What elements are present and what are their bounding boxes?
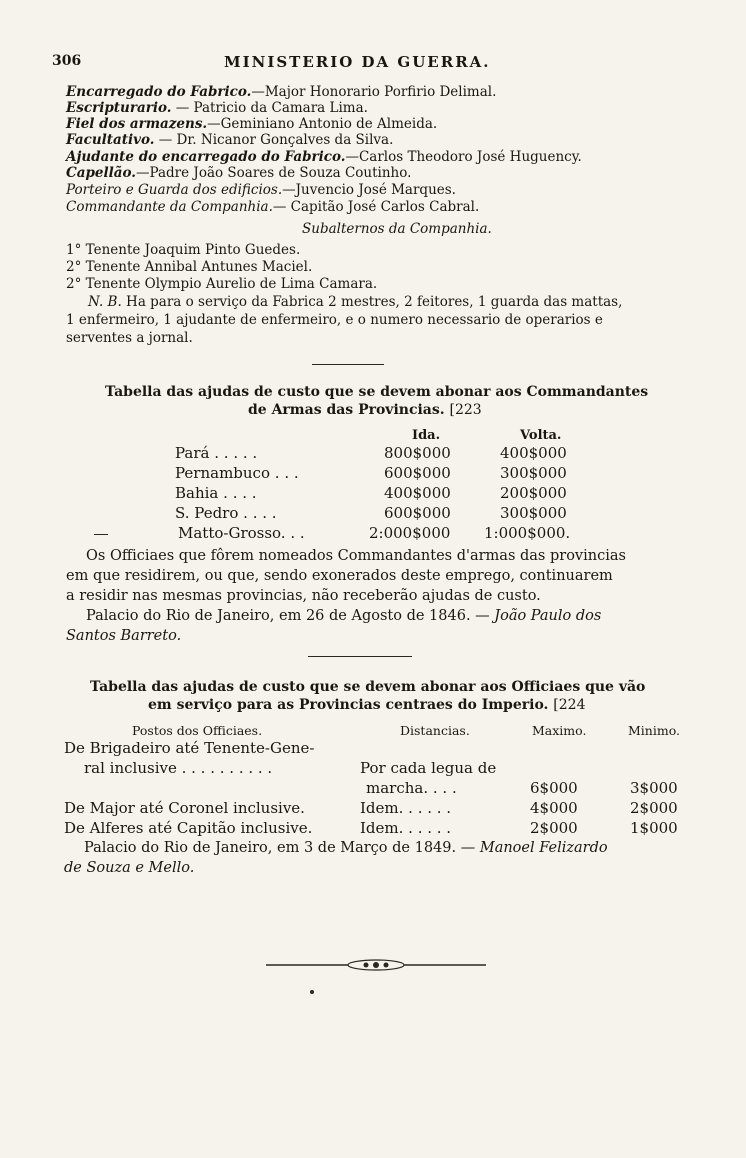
table1-cell-ida: 600$000 — [384, 504, 451, 522]
table1-col-ida: Ida. — [412, 428, 441, 443]
table2-minimo: 1$000 — [630, 819, 678, 837]
staff-line: Escripturario. — Patricio da Camara Lima. — [66, 100, 368, 116]
table1-row: Matto-Grosso. . . — [178, 524, 305, 542]
table1-row: Pernambuco . . . — [175, 464, 299, 482]
page-number: 306 — [52, 53, 82, 69]
table1-cell-volta: 300$000 — [500, 464, 567, 482]
subalterno-item: 2° Tenente Olympio Aurelio de Lima Camara. — [66, 276, 378, 292]
dash-mark — [94, 534, 108, 535]
divider — [308, 656, 412, 657]
subalternos-title: Subalternos da Companhia. — [302, 221, 492, 237]
subalterno-item: 2° Tenente Annibal Antunes Maciel. — [66, 259, 313, 275]
table2-post: De Alferes até Capitão inclusive. — [64, 819, 313, 837]
table2-post: ral inclusive . . . . . . . . . . — [84, 759, 273, 777]
table1-cell-volta: 200$000 — [500, 484, 567, 502]
table2-distance: marcha. . . . — [366, 779, 457, 797]
table1-col-volta: Volta. — [520, 428, 562, 443]
table2-title: Tabella das ajudas de custo que se devem abonar aos Officiaes que vão — [90, 679, 646, 695]
table2-post: De Major até Coronel inclusive. — [64, 799, 305, 817]
table2-signature: Palacio do Rio de Janeiro, em 3 de Março de 1849. — Manoel Felizardo — [84, 840, 608, 856]
subalterno-item: 1° Tenente Joaquim Pinto Guedes. — [66, 242, 301, 258]
staff-line: Fiel dos armazens.—Geminiano Antonio de Almeida. — [66, 116, 438, 132]
table1-signature-name: Santos Barreto. — [66, 628, 182, 644]
page-title: MINISTERIO DA GUERRA. — [224, 53, 491, 71]
table2-col-maximo: Maximo. — [532, 723, 587, 738]
table2-minimo: 3$000 — [630, 779, 678, 797]
page-header — [52, 53, 692, 75]
staff-line: Commandante da Companhia.— Capitão José Carlos Cabral. — [66, 199, 480, 215]
divider — [312, 364, 384, 365]
table2-distance: Idem. . . . . . — [360, 799, 452, 817]
table2-maximo: 6$000 — [530, 779, 578, 797]
table2-distance: Idem. . . . . . — [360, 819, 452, 837]
table1-row: S. Pedro . . . . — [175, 504, 277, 522]
table2-post: De Brigadeiro até Tenente-Gene- — [64, 739, 315, 757]
table2-col-distancias: Distancias. — [400, 723, 470, 738]
table2-distance: Por cada legua de — [360, 759, 497, 777]
table1-cell-volta: 300$000 — [500, 504, 567, 522]
table2-col-postos: Postos dos Officiaes. — [132, 723, 263, 738]
nb-line: 1 enfermeiro, 1 ajudante de enfermeiro, e o numero necessario de operarios e — [66, 312, 603, 328]
table1-cell-volta: 1:000$000. — [484, 524, 571, 542]
table1-row: Bahia . . . . — [175, 484, 257, 502]
table2-minimo: 2$000 — [630, 799, 678, 817]
staff-line: Facultativo. — Dr. Nicanor Gonçalves da Silva. — [66, 132, 394, 148]
table1-cell-ida: 2:000$000 — [369, 524, 451, 542]
table2-signature-name: de Souza e Mello. — [64, 860, 195, 876]
table1-cell-ida: 600$000 — [384, 464, 451, 482]
ornament-divider — [266, 957, 486, 973]
table1-cell-ida: 400$000 — [384, 484, 451, 502]
staff-line: Ajudante do encarregado do Fabrico.—Carlos Theodoro José Huguency. — [66, 149, 582, 165]
table1-title: Tabella das ajudas de custo que se devem abonar aos Commandantes — [105, 384, 649, 400]
table1-cell-ida: 800$000 — [384, 444, 451, 462]
table2-maximo: 2$000 — [530, 819, 578, 837]
table2-col-minimo: Minimo. — [628, 723, 680, 738]
table1-note: Os Officiaes que fôrem nomeados Commandantes d'armas das provincias — [86, 548, 626, 564]
table1-cell-volta: 400$000 — [500, 444, 567, 462]
table1-note: em que residirem, ou que, sendo exonerados deste emprego, continuarem — [66, 568, 613, 584]
table1-signature: Palacio do Rio de Janeiro, em 26 de Agosto de 1846. — João Paulo dos — [86, 608, 602, 624]
staff-line: Encarregado do Fabrico.—Major Honorario Porfirio Delimal. — [66, 84, 497, 100]
ink-dot — [310, 990, 314, 994]
table1-note: a residir nas mesmas provincias, não receberão ajudas de custo. — [66, 588, 541, 604]
table2-title: em serviço para as Provincias centraes do Imperio. [224 — [148, 697, 586, 713]
table1-row: Pará . . . . . — [175, 444, 258, 462]
staff-line: Capellão.—Padre João Soares de Souza Coutinho. — [66, 165, 412, 181]
table2-maximo: 4$000 — [530, 799, 578, 817]
nb-line: serventes a jornal. — [66, 330, 193, 346]
staff-line: Porteiro e Guarda dos edificios.—Juvencio José Marques. — [66, 182, 456, 198]
nb-line: N. B. Ha para o serviço da Fabrica 2 mestres, 2 feitores, 1 guarda das mattas, — [88, 294, 623, 310]
table1-title: de Armas das Provincias. [223 — [248, 402, 482, 418]
